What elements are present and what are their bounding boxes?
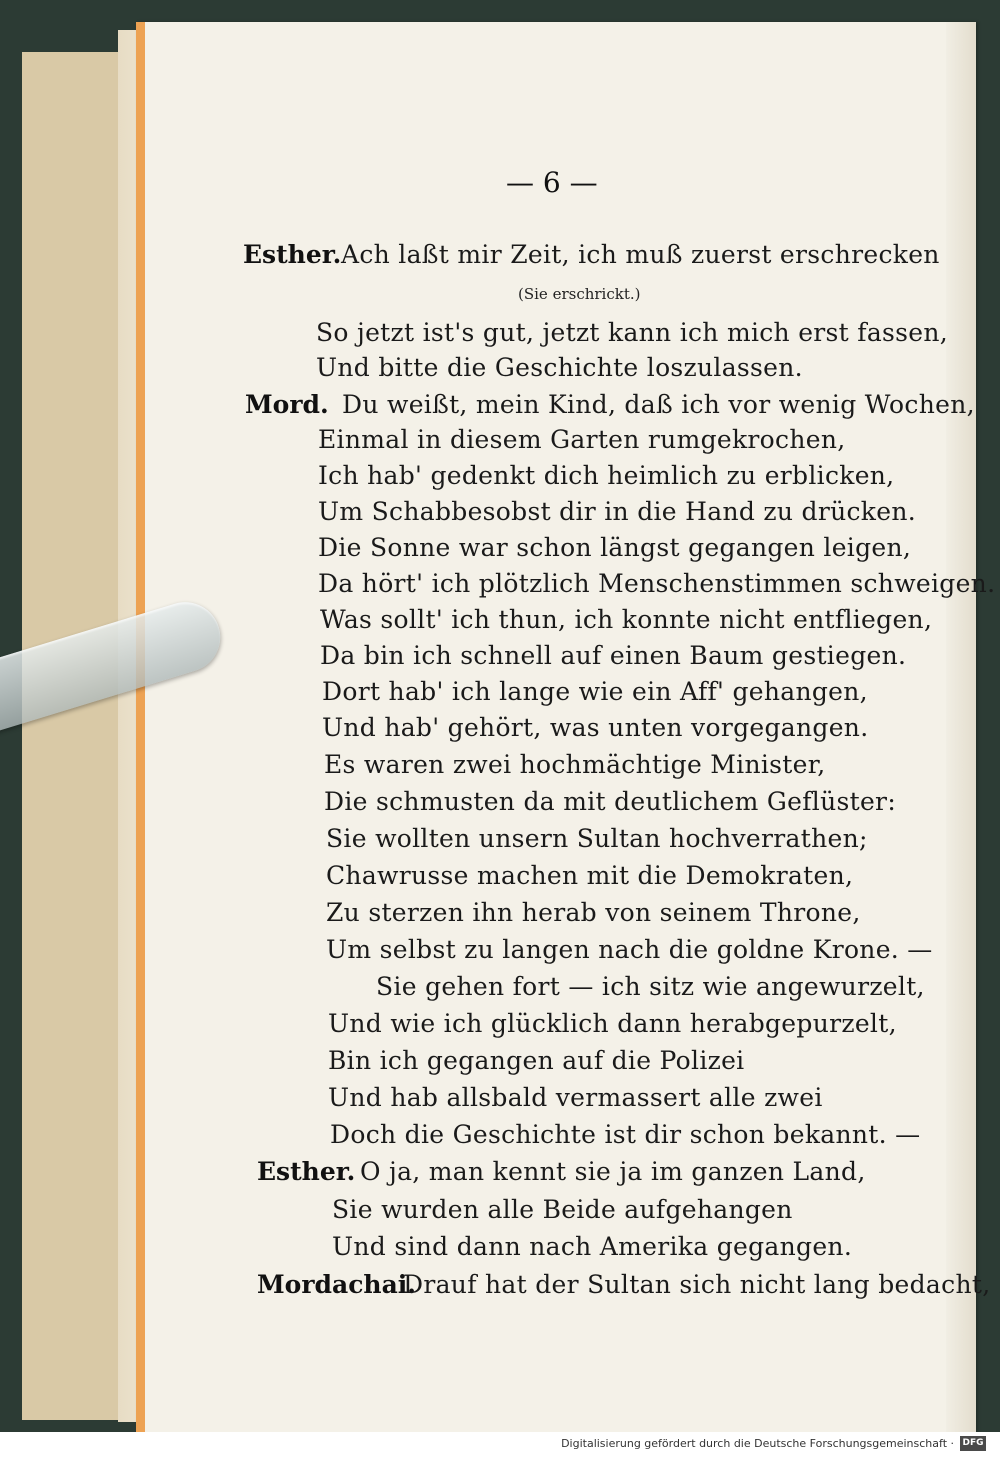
verse-line: Zu sterzen ihn herab von seinem Throne,: [326, 898, 861, 927]
page-number: — 6 —: [506, 166, 598, 199]
verse-line: Ach laßt mir Zeit, ich muß zuerst erschrecken: [341, 240, 940, 269]
verse-line: Um selbst zu langen nach die goldne Krone. —: [326, 935, 933, 964]
verse-line: Und sind dann nach Amerika gegangen.: [332, 1232, 853, 1261]
footer-bar: [0, 1432, 1000, 1457]
verse-line: Du weißt, mein Kind, daß ich vor wenig Wochen,: [342, 390, 975, 419]
verse-line: So jetzt ist's gut, jetzt kann ich mich erst fassen,: [316, 318, 949, 347]
speaker-esther: Esther.: [243, 240, 342, 269]
speaker-mordachai: Mordachai.: [257, 1270, 416, 1299]
verse-line: Die Sonne war schon längst gegangen leigen,: [318, 533, 912, 562]
dfg-logo-icon: DFG: [960, 1436, 986, 1451]
verse-line: Und hab allsbald vermassert alle zwei: [328, 1083, 823, 1112]
verse-line: Doch die Geschichte ist dir schon bekannt. —: [330, 1120, 921, 1149]
page-right-edge: [946, 22, 976, 1432]
verse-line: Drauf hat der Sultan sich nicht lang bedacht,: [403, 1270, 991, 1299]
verse-line: Die schmusten da mit deutlichem Geflüster:: [324, 787, 897, 816]
stage-direction: (Sie erschrickt.): [518, 285, 641, 303]
verse-line: Und bitte die Geschichte loszulassen.: [316, 353, 803, 382]
verse-line: Bin ich gegangen auf die Polizei: [328, 1046, 745, 1075]
verse-line: Und hab' gehört, was unten vorgegangen.: [322, 713, 869, 742]
footer-credit: Digitalisierung gefördert durch die Deutsche Forschungsgemeinschaft ·: [561, 1437, 954, 1450]
verse-line: Um Schabbesobst dir in die Hand zu drücken.: [318, 497, 916, 526]
verse-line: Da hört' ich plötzlich Menschenstimmen schweigen.: [318, 569, 996, 598]
verse-line: Dort hab' ich lange wie ein Aff' gehangen,: [322, 677, 868, 706]
verse-line: Sie wollten unsern Sultan hochverrathen;: [326, 824, 868, 853]
verse-line: Einmal in diesem Garten rumgekrochen,: [318, 425, 846, 454]
verse-line: Da bin ich schnell auf einen Baum gestiegen.: [320, 641, 907, 670]
verse-line: Sie wurden alle Beide aufgehangen: [332, 1195, 793, 1224]
speaker-esther: Esther.: [257, 1157, 356, 1186]
verse-line: Sie gehen fort — ich sitz wie angewurzelt,: [376, 972, 925, 1001]
verse-line: Und wie ich glücklich dann herabgepurzelt,: [328, 1009, 897, 1038]
speaker-mord: Mord.: [245, 390, 329, 419]
verse-line: Was sollt' ich thun, ich konnte nicht entfliegen,: [320, 605, 933, 634]
verse-line: Es waren zwei hochmächtige Minister,: [324, 750, 826, 779]
verse-line: Ich hab' gedenkt dich heimlich zu erblicken,: [318, 461, 895, 490]
verse-line: Chawrusse machen mit die Demokraten,: [326, 861, 854, 890]
verse-line: O ja, man kennt sie ja im ganzen Land,: [360, 1157, 866, 1186]
